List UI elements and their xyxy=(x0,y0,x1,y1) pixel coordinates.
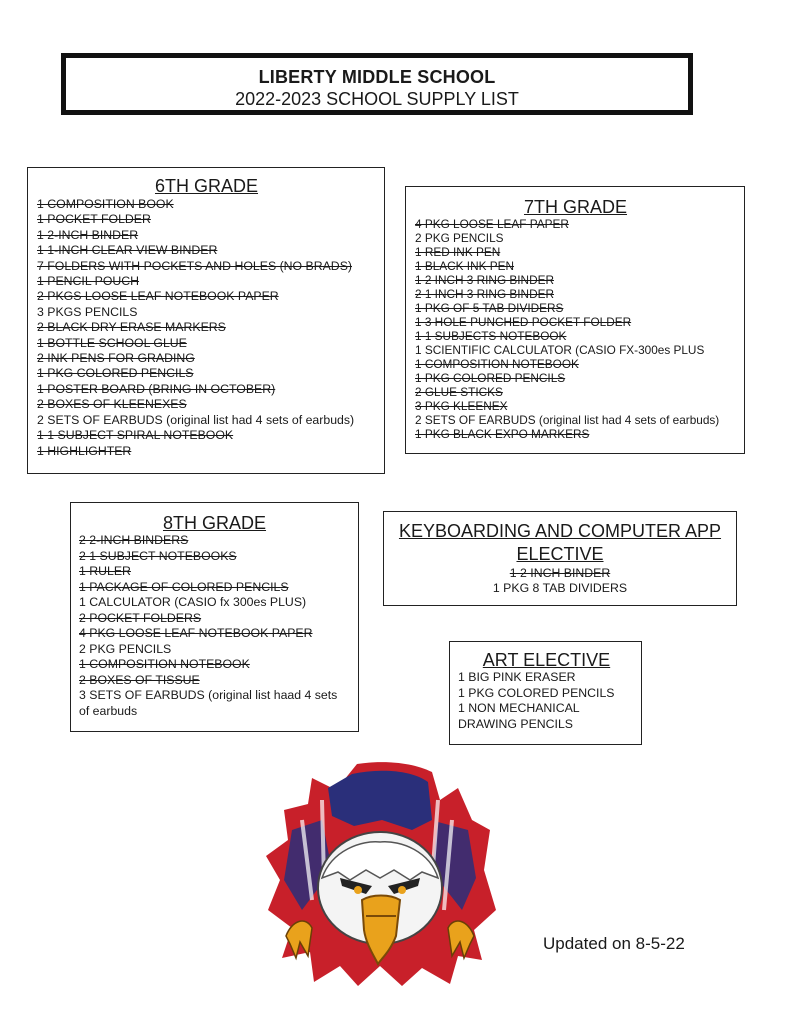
list-item: 1 SCIENTIFIC CALCULATOR (CASIO FX-300es PLUS xyxy=(415,343,705,357)
list-item: 1 COMPOSITION NOTEBOOK xyxy=(79,657,250,671)
list-item: 2 BLACK DRY ERASE MARKERS xyxy=(37,320,226,335)
list-item: 1 2 INCH BINDER xyxy=(509,566,611,580)
keyboarding-section xyxy=(383,511,737,606)
list-item: 1 2 INCH 3 RING BINDER xyxy=(415,273,554,287)
grade7-title: 7TH GRADE xyxy=(523,197,628,217)
school-name: LIBERTY MIDDLE SCHOOL xyxy=(258,67,496,87)
list-item: 2 POCKET FOLDERS xyxy=(79,610,202,625)
list-item: 1 1-INCH CLEAR VIEW BINDER xyxy=(37,243,218,258)
grade6-title: 6TH GRADE xyxy=(154,176,259,196)
grade8-title: 8TH GRADE xyxy=(162,513,267,533)
eagle-mascot-icon xyxy=(262,760,498,990)
keyboarding-list xyxy=(388,566,732,596)
grade7-list xyxy=(415,217,736,441)
list-item: 1 BLACK INK PEN xyxy=(415,259,515,273)
art-list xyxy=(458,670,635,732)
keyboarding-title: KEYBOARDING AND COMPUTER APP ELECTIVE xyxy=(398,521,722,564)
art-section xyxy=(449,641,642,745)
list-item: 1 3 HOLE PUNCHED POCKET FOLDER xyxy=(415,315,632,329)
list-item: 1 POCKET FOLDER xyxy=(37,212,151,227)
list-item: 2 1 INCH 3 RING BINDER xyxy=(415,287,554,301)
list-item: 2 PKG PENCILS xyxy=(415,231,504,245)
list-item: 1 RULER xyxy=(79,564,131,578)
grade7-section xyxy=(405,186,745,454)
updated-date: Updated on 8-5-22 xyxy=(543,934,685,953)
grade8-list xyxy=(79,533,350,719)
list-item: 2 PKGS LOOSE LEAF NOTEBOOK PAPER xyxy=(37,289,279,304)
list-item: 1 NON MECHANICAL DRAWING PENCILS xyxy=(458,701,580,731)
list-item: 1 1 SUBJECT SPIRAL NOTEBOOK xyxy=(37,428,234,443)
list-subtitle: 2022-2023 SCHOOL SUPPLY LIST xyxy=(235,89,519,109)
list-item: 2 SETS OF EARBUDS (original list had 4 sets of earbuds) xyxy=(415,413,720,427)
list-item: 1 POSTER BOARD (BRING IN OCTOBER) xyxy=(37,381,276,396)
list-item: 3 PKGS PENCILS xyxy=(37,304,138,319)
list-item: 2 INK PENS FOR GRADING xyxy=(37,351,195,366)
art-title: ART ELECTIVE xyxy=(482,650,611,670)
list-item: 2 GLUE STICKS xyxy=(415,385,503,399)
list-item: 1 PKG BLACK EXPO MARKERS xyxy=(415,427,590,441)
list-item: 2 BOXES OF TISSUE xyxy=(79,672,200,687)
list-item: 1 COMPOSITION BOOK xyxy=(37,197,174,211)
list-item: 1 PENCIL POUCH xyxy=(37,274,140,289)
list-item: 1 PKG 8 TAB DIVIDERS xyxy=(492,581,628,595)
list-item: 3 PKG KLEENEX xyxy=(415,399,508,413)
grade8-section xyxy=(70,502,359,732)
list-item: 1 PACKAGE OF COLORED PENCILS xyxy=(79,579,289,594)
list-item: 1 1 SUBJECTS NOTEBOOK xyxy=(415,329,567,343)
grade6-section xyxy=(27,167,385,474)
list-item: 1 CALCULATOR (CASIO fx 300es PLUS) xyxy=(79,595,307,609)
list-item: 1 PKG OF 5 TAB DIVIDERS xyxy=(415,301,564,315)
list-item: 1 BOTTLE SCHOOL GLUE xyxy=(37,335,187,350)
list-item: 1 2-INCH BINDER xyxy=(37,227,139,242)
page-header xyxy=(61,53,693,115)
list-item: 1 PKG COLORED PENCILS xyxy=(458,685,615,700)
list-item: 2 2-INCH BINDERS xyxy=(79,533,189,547)
list-item: 2 PKG PENCILS xyxy=(79,641,172,656)
list-item: 1 BIG PINK ERASER xyxy=(458,670,576,684)
list-item: 1 RED INK PEN xyxy=(415,245,501,259)
list-item: 1 HIGHLIGHTER xyxy=(37,443,132,458)
list-item: 4 PKG LOOSE LEAF PAPER xyxy=(415,217,569,231)
list-item: 1 PKG COLORED PENCILS xyxy=(415,371,566,385)
list-item: 2 BOXES OF KLEENEXES xyxy=(37,397,187,412)
list-item: 2 1 SUBJECT NOTEBOOKS xyxy=(79,548,237,563)
list-item: 1 PKG COLORED PENCILS xyxy=(37,366,194,381)
list-item: 2 SETS OF EARBUDS (original list had 4 sets of earbuds) xyxy=(37,412,355,427)
list-item: 3 SETS OF EARBUDS (original list haad 4 sets of earbuds xyxy=(79,688,338,718)
list-item: 1 COMPOSITION NOTEBOOK xyxy=(415,357,579,371)
grade6-list xyxy=(37,197,376,459)
list-item: 4 PKG LOOSE LEAF NOTEBOOK PAPER xyxy=(79,626,313,640)
list-item: 7 FOLDERS WITH POCKETS AND HOLES (NO BRADS) xyxy=(37,258,352,273)
